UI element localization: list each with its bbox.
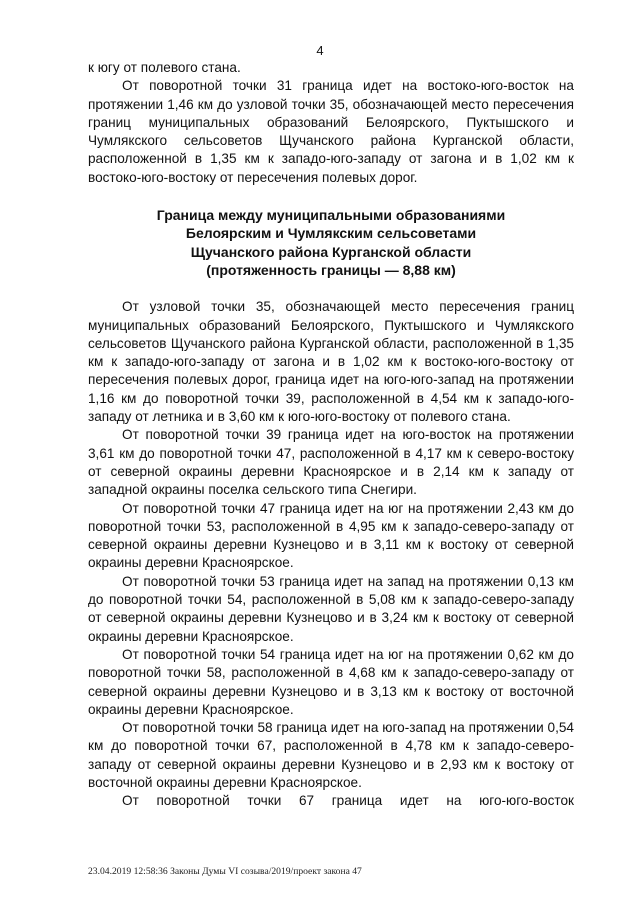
footer-path: 23.04.2019 12:58:36 Законы Думы VI созыва/2019/проект закона 47 — [88, 866, 362, 877]
paragraph: От поворотной точки 54 граница идет на юг на протяжении 0,62 км до поворотной точки 58, расположенной в 4,68 км к западо-северо-западу от северной окраины деревни Кузнецово и в 3,13 км к востоку от восточной окраины деревни Красноярское. — [88, 646, 574, 717]
paragraph: От поворотной точки 47 граница идет на юг на протяжении 2,43 км до поворотной точки 53, расположенной в 4,95 км к западо-северо-западу от северной окраины деревни Кузнецово и в 3,11 км к востоку от северной окраины деревни Красноярское. — [88, 500, 574, 571]
page-number: 4 — [316, 43, 324, 58]
paragraph: От поворотной точки 53 граница идет на запад на протяжении 0,13 км до поворотной точки 54, расположенной в 5,08 км к западо-северо-западу от северной окраины деревни Кузнецово и в 3,24 км к востоку от северной окраины деревни Красноярское. — [88, 573, 574, 644]
section-heading — [88, 206, 574, 279]
paragraph-continuation: к югу от полевого стана. — [88, 60, 241, 75]
heading-line: Щучанского района Курганской области — [190, 243, 472, 260]
heading-line: Белоярским и Чумлякским сельсоветами — [185, 225, 477, 242]
paragraph: От поворотной точки 39 граница идет на юго-восток на протяжении 3,61 км до поворотной точки 47, расположенной в 4,17 км к северо-востоку от северной окраины деревни Красноярское и в 2,14 км к западу от западной окраины поселка сельского типа Снегири. — [88, 427, 574, 498]
paragraph: От поворотной точки 58 граница идет на юго-запад на протяжении 0,54 км до поворотной точки 67, расположенной в 4,78 км к западо-северо-западу от северной окраины деревни Кузнецово и в 2,93 км к востоку от восточной окраины деревни Красноярское. — [88, 720, 574, 790]
heading-line: (протяженность границы — 8,88 км) — [206, 261, 456, 278]
paragraph: От узловой точки 35, обозначающей место пересечения границ муниципальных образований Белоярского, Пуктышского и Чумлякского сельсоветов Щучанского района Курганской области, расположенной в 1,35 км к западо-юго-западу от загона и в 1,02 км к востоко-юго-востоку от пересечения полевых дорог, граница идет на юго-юго-запад на протяжении 1,16 км до поворотной точки 39, расположенной в 4,54 км к западо-юго-западу от летника и в 3,60 км к юго-юго-востоку от полевого стана. — [88, 299, 574, 425]
paragraph: От поворотной точки 31 граница идет на востоко-юго-восток на протяжении 1,46 км до узловой точки 35, обозначающей место пересечения границ муниципальных образований Белоярского, Пуктышского и Чумлякского сельсоветов Щучанского района Курганской области, расположенной в 1,35 км к западо-юго-западу от загона и в 1,02 км к востоко-юго-востоку от пересечения полевых дорог. — [88, 78, 574, 185]
paragraph: От поворотной точки 67 граница идет на юго-юго-восток — [122, 793, 574, 809]
document-body — [88, 59, 574, 811]
heading-line: Граница между муниципальными образованиями — [156, 207, 506, 224]
